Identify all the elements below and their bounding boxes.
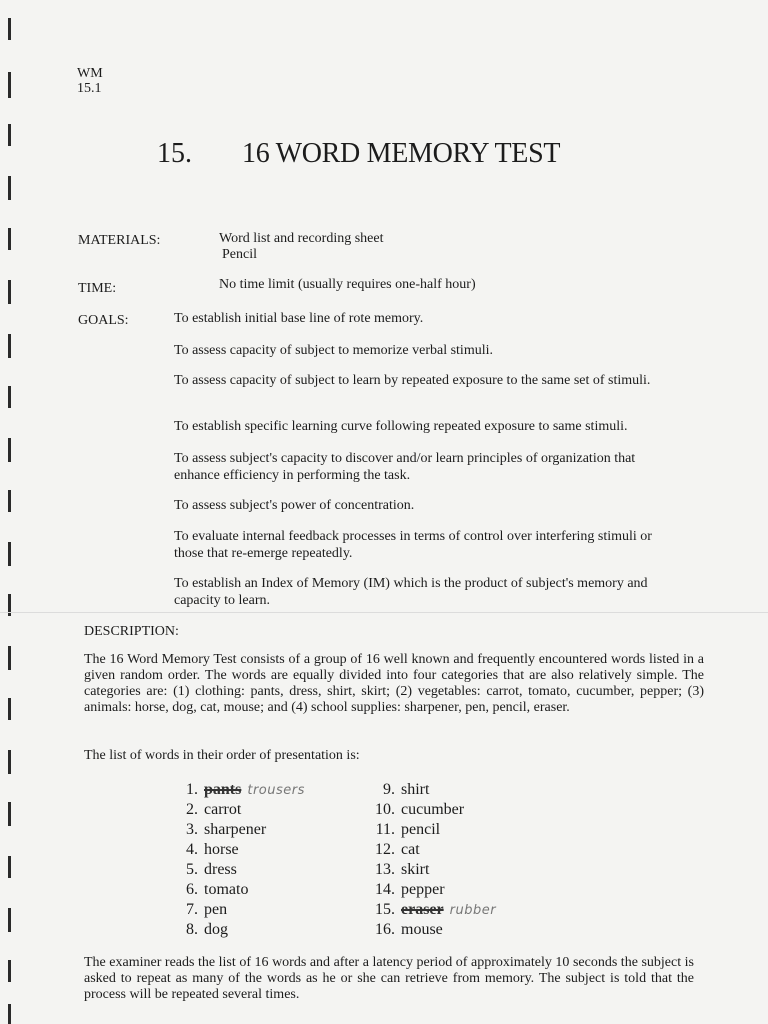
goal-item: To assess subject's power of concentration. bbox=[174, 498, 415, 513]
word-number: 6. bbox=[186, 881, 198, 898]
binding-mark bbox=[8, 124, 11, 146]
word-list-intro: The list of words in their order of presentation is: bbox=[84, 748, 360, 763]
word-number: 9. bbox=[383, 781, 395, 798]
word-number: 2. bbox=[186, 801, 198, 818]
word-list-item bbox=[170, 840, 239, 860]
document-code-line1: WM bbox=[77, 66, 103, 81]
word-list-item bbox=[368, 860, 429, 880]
word-text: dog bbox=[204, 921, 228, 938]
handwritten-note: trousers bbox=[247, 783, 305, 798]
goal-item: To establish initial base line of rote memory. bbox=[174, 311, 424, 326]
title-text: 16 WORD MEMORY TEST bbox=[242, 138, 561, 169]
document-code-line2: 15.1 bbox=[77, 81, 102, 96]
materials-line1: Word list and recording sheet bbox=[219, 231, 384, 246]
word-text: tomato bbox=[204, 881, 249, 898]
page-fold bbox=[0, 612, 768, 613]
word-text-crossed-out: pants bbox=[204, 781, 242, 798]
word-number: 15. bbox=[375, 901, 395, 918]
goal-item: To evaluate internal feedback processes in terms of control over interfering stimuli or those that re-emerge repeatedly. bbox=[174, 529, 652, 561]
closing-paragraph: The examiner reads the list of 16 words and after a latency period of approximately 10 seconds the subject is asked to repeat as many of the words as he or she can retrieve from memory. The subject is told that the process will be repeated several times. bbox=[84, 955, 694, 1002]
goal-item: To establish an Index of Memory (IM) which is the product of subject's memory and capacity to learn. bbox=[174, 576, 648, 608]
title-number: 15. bbox=[157, 138, 192, 169]
word-number: 11. bbox=[375, 821, 395, 838]
word-text: dress bbox=[204, 861, 237, 878]
binding-mark bbox=[8, 334, 11, 358]
materials-line2: Pencil bbox=[222, 247, 257, 262]
binding-mark bbox=[8, 542, 11, 566]
binding-mark bbox=[8, 176, 11, 200]
time-value: No time limit (usually requires one-half hour) bbox=[219, 277, 476, 292]
word-list-item bbox=[170, 920, 228, 940]
word-text: shirt bbox=[401, 781, 430, 798]
word-text: pepper bbox=[401, 881, 445, 898]
word-number: 7. bbox=[186, 901, 198, 918]
word-list-item bbox=[170, 860, 237, 880]
goal-item: To assess capacity of subject to learn by repeated exposure to the same set of stimuli. bbox=[174, 373, 651, 388]
word-text: skirt bbox=[401, 861, 430, 878]
word-text: pencil bbox=[401, 821, 441, 838]
binding-mark bbox=[8, 386, 11, 408]
word-list-item bbox=[368, 800, 464, 820]
word-number: 10. bbox=[375, 801, 395, 818]
binding-mark bbox=[8, 490, 11, 512]
word-number: 3. bbox=[186, 821, 198, 838]
goals-label: GOALS: bbox=[78, 313, 129, 328]
binding-mark bbox=[8, 1004, 11, 1024]
binding-mark bbox=[8, 908, 11, 932]
word-text: carrot bbox=[204, 801, 242, 818]
binding-mark bbox=[8, 646, 11, 670]
binding-mark bbox=[8, 438, 11, 462]
goal-item: To establish specific learning curve following repeated exposure to same stimuli. bbox=[174, 419, 628, 434]
word-list-item bbox=[170, 820, 266, 840]
description-paragraph: The 16 Word Memory Test consists of a group of 16 well known and frequently encountered words listed in a given random order. The words are equally divided into four categories that are also relatively simple. The categories are: (1) clothing: pants, dress, shirt, skirt; (2) vegetables: carrot, tomato, cucumber, pepper; (3) animals: horse, dog, cat, mouse; and (4) school supplies: sharpener, pen, pencil, eraser. bbox=[84, 652, 704, 715]
word-text: cat bbox=[401, 841, 420, 858]
binding-mark bbox=[8, 698, 11, 720]
word-list-item bbox=[170, 900, 227, 920]
goal-item: To assess subject's capacity to discover and/or learn principles of organization that enhance efficiency in performing the task. bbox=[174, 451, 636, 483]
binding-mark bbox=[8, 750, 11, 774]
word-text: cucumber bbox=[401, 801, 465, 818]
binding-mark bbox=[8, 228, 11, 250]
word-text: pen bbox=[204, 901, 228, 918]
word-number: 12. bbox=[375, 841, 395, 858]
word-number: 8. bbox=[186, 921, 198, 938]
word-list-item bbox=[368, 840, 420, 860]
word-list-item bbox=[170, 780, 305, 801]
binding-mark bbox=[8, 280, 11, 304]
binding-mark bbox=[8, 856, 11, 878]
description-label: DESCRIPTION: bbox=[84, 624, 179, 639]
word-number: 1. bbox=[186, 781, 198, 798]
word-text: sharpener bbox=[204, 821, 267, 838]
word-number: 5. bbox=[186, 861, 198, 878]
word-number: 16. bbox=[375, 921, 395, 938]
word-list-item bbox=[368, 920, 443, 940]
goal-item: To assess capacity of subject to memorize verbal stimuli. bbox=[174, 343, 493, 358]
word-text: horse bbox=[204, 841, 239, 858]
word-text-crossed-out: eraser bbox=[401, 901, 444, 918]
word-number: 4. bbox=[186, 841, 198, 858]
word-number: 14. bbox=[375, 881, 395, 898]
binding-mark bbox=[8, 72, 11, 98]
word-list-item bbox=[170, 880, 248, 900]
word-text: mouse bbox=[401, 921, 443, 938]
word-number: 13. bbox=[375, 861, 395, 878]
word-list-item bbox=[170, 800, 241, 820]
materials-label: MATERIALS: bbox=[78, 233, 161, 248]
binding-mark bbox=[8, 802, 11, 826]
word-list-item bbox=[368, 820, 440, 840]
binding-mark bbox=[8, 18, 11, 40]
word-list-item bbox=[368, 880, 445, 900]
word-list-item bbox=[368, 900, 496, 921]
time-label: TIME: bbox=[78, 281, 117, 296]
handwritten-note: rubber bbox=[449, 903, 497, 918]
word-list-item bbox=[368, 780, 429, 800]
binding-mark bbox=[8, 960, 11, 982]
